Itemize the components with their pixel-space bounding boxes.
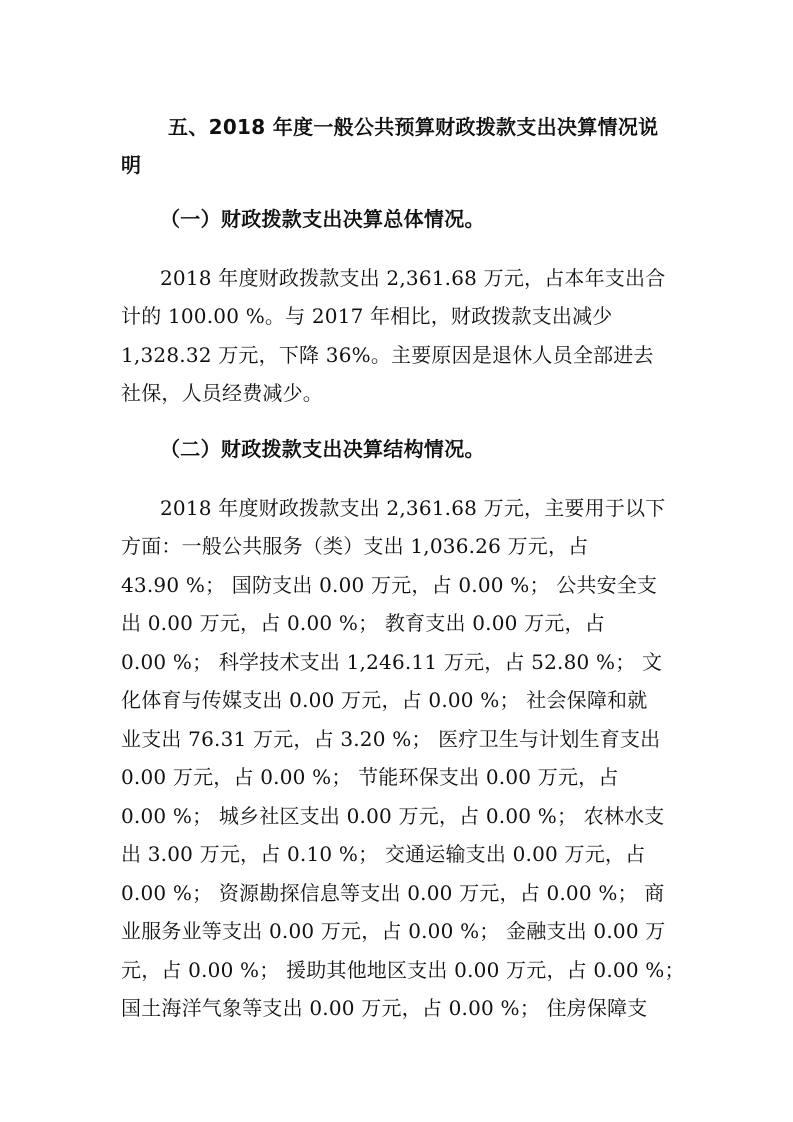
paragraph-1-line-2: 计的 100.00 %。与 2017 年相比，财政拨款支出减少 — [121, 304, 613, 328]
paragraph-2-line-7: 业支出 76.31 万元，占 3.20 %； 医疗卫生与计划生育支出 — [121, 727, 661, 751]
paragraph-1-line-3: 1,328.32 万元，下降 36%。主要原因是退休人员全部进去 — [121, 343, 654, 367]
paragraph-2-line-8: 0.00 万元，占 0.00 %； 节能环保支出 0.00 万元，占 — [121, 765, 619, 789]
paragraph-1-line-4: 社保，人员经费减少。 — [121, 381, 323, 405]
paragraph-2-line-6: 化体育与传媒支出 0.00 万元，占 0.00 %； 社会保障和就 — [121, 688, 648, 712]
section-title-line-1: 五、2018 年度一般公共预算财政拨款支出决算情况说 — [168, 115, 659, 139]
paragraph-2-line-14: 国土海洋气象等支出 0.00 万元，占 0.00 %； 住房保障支 — [121, 996, 648, 1020]
paragraph-2-line-2: 方面：一般公共服务（类）支出 1,036.26 万元，占 — [121, 534, 589, 558]
paragraph-2-line-3: 43.90 %； 国防支出 0.00 万元，占 0.00 %； 公共安全支 — [121, 573, 658, 597]
paragraph-1-line-1: 2018 年度财政拨款支出 2,361.68 万元，占本年支出合 — [160, 266, 666, 290]
paragraph-2-line-5: 0.00 %； 科学技术支出 1,246.11 万元，占 52.80 %； 文 — [121, 650, 663, 674]
paragraph-2-line-1: 2018 年度财政拨款支出 2,361.68 万元，主要用于以下 — [160, 496, 666, 520]
paragraph-2-line-11: 0.00 %； 资源勘探信息等支出 0.00 万元，占 0.00 %； 商 — [121, 881, 665, 905]
subsection-2-heading: （二）财政拨款支出决算结构情况。 — [160, 437, 485, 461]
section-title-line-2: 明 — [121, 153, 142, 177]
paragraph-2-line-9: 0.00 %； 城乡社区支出 0.00 万元，占 0.00 %； 农林水支 — [121, 804, 665, 828]
paragraph-2-line-4: 出 0.00 万元，占 0.00 %； 教育支出 0.00 万元，占 — [121, 611, 605, 635]
paragraph-2-line-10: 出 3.00 万元，占 0.10 %； 交通运输支出 0.00 万元，占 — [121, 842, 646, 866]
subsection-1-heading: （一）财政拨款支出决算总体情况。 — [160, 207, 485, 231]
paragraph-2-line-12: 业服务业等支出 0.00 万元，占 0.00 %； 金融支出 0.00 万 — [121, 919, 666, 943]
paragraph-2-line-13: 元，占 0.00 %； 援助其他地区支出 0.00 万元，占 0.00 %； — [121, 958, 685, 982]
